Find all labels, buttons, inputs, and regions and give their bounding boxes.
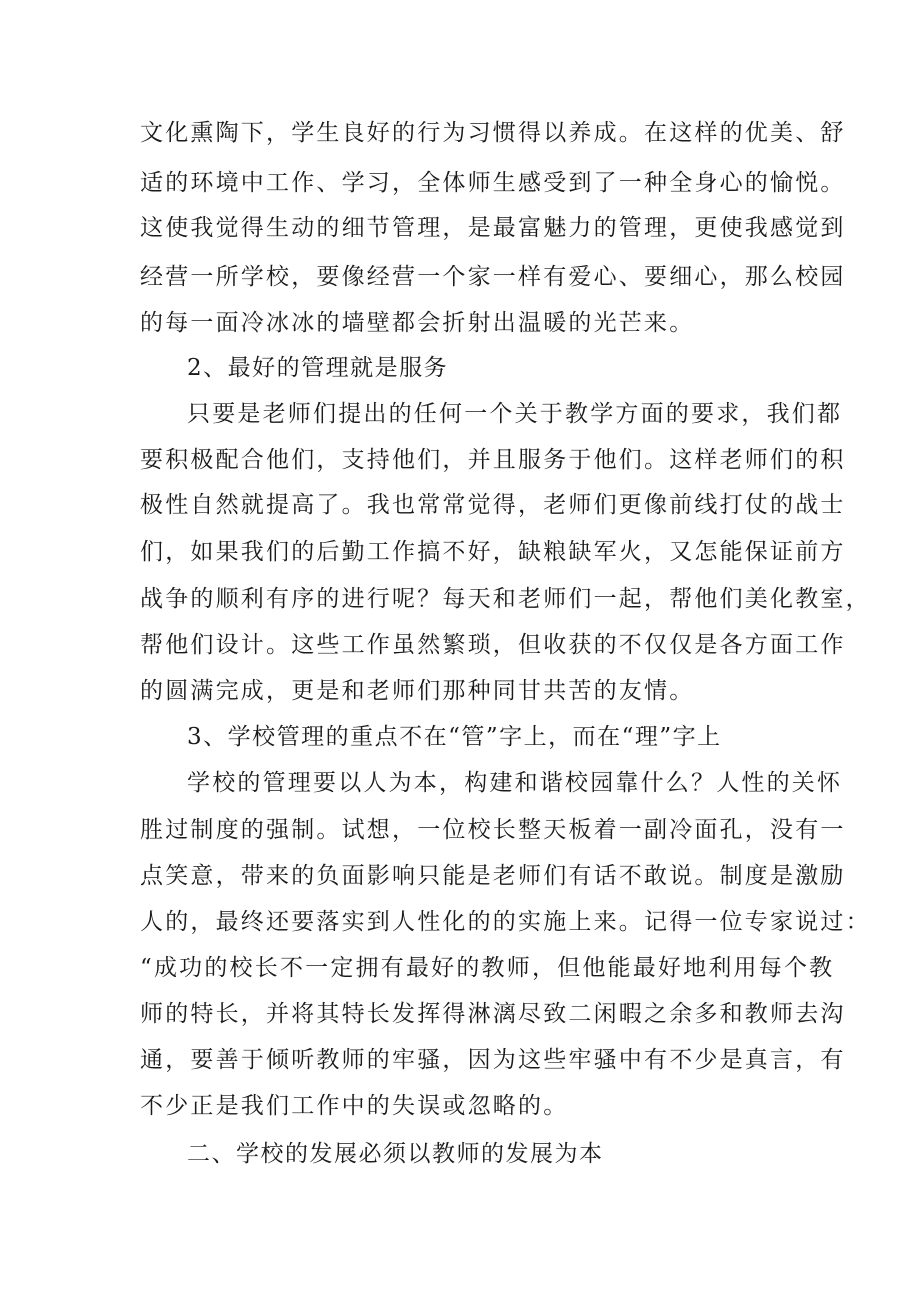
- text-line: 适的环境中工作、学习，全体师生感受到了一种全身心的愉悦。: [140, 170, 846, 196]
- text-line: 通，要善于倾听教师的牢骚，因为这些牢骚中有不少是真言，有: [140, 1047, 846, 1073]
- text-line: 要积极配合他们，支持他们，并且服务于他们。这样老师们的积: [140, 447, 846, 473]
- section-heading: 3、学校管理的重点不在“管”字上，而在“理”字上: [187, 724, 722, 750]
- text-line: 只要是老师们提出的任何一个关于教学方面的要求，我们都: [187, 401, 843, 427]
- text-line: 人的，最终还要落实到人性化的的实施上来。记得一位专家说过：: [140, 909, 871, 935]
- text-line: 帮他们设计。这些工作虽然繁琐，但收获的不仅仅是各方面工作: [140, 632, 846, 658]
- text-line: 的圆满完成，更是和老师们那种同甘共苦的友情。: [140, 678, 695, 704]
- section-heading: 2、最好的管理就是服务: [187, 355, 449, 381]
- chapter-heading: 二、学校的发展必须以教师的发展为本: [187, 1141, 604, 1167]
- text-line: 们，如果我们的后勤工作搞不好，缺粮缺军火，又怎能保证前方: [140, 539, 846, 565]
- text-line: 师的特长，并将其特长发挥得淋漓尽致二闲暇之余多和教师去沟: [140, 1001, 846, 1027]
- text-line: 点笑意，带来的负面影响只能是老师们有话不敢说。制度是激励: [140, 863, 846, 889]
- text-line: 文化熏陶下，学生良好的行为习惯得以养成。在这样的优美、舒: [140, 120, 846, 146]
- text-line: 极性自然就提高了。我也常常觉得，老师们更像前线打仗的战士: [140, 492, 846, 518]
- text-line: 胜过制度的强制。试想，一位校长整天板着一副冷面孔，没有一: [140, 817, 846, 843]
- text-line: 学校的管理要以人为本，构建和谐校园靠什么？人性的关怀: [187, 770, 843, 796]
- text-line: 战争的顺利有序的进行呢？每天和老师们一起，帮他们美化教室，: [140, 586, 871, 612]
- text-line: 这使我觉得生动的细节管理，是最富魅力的管理，更使我感觉到: [140, 215, 846, 241]
- text-line: 经营一所学校，要像经营一个家一样有爱心、要细心，那么校园: [140, 264, 846, 290]
- text-line: “成功的校长不一定拥有最好的教师，但他能最好地利用每个教: [140, 955, 835, 981]
- text-line: 不少正是我们工作中的失误或忽略的。: [140, 1093, 569, 1119]
- text-line: 的每一面冷冰冰的墙壁都会折射出温暖的光芒来。: [140, 310, 695, 336]
